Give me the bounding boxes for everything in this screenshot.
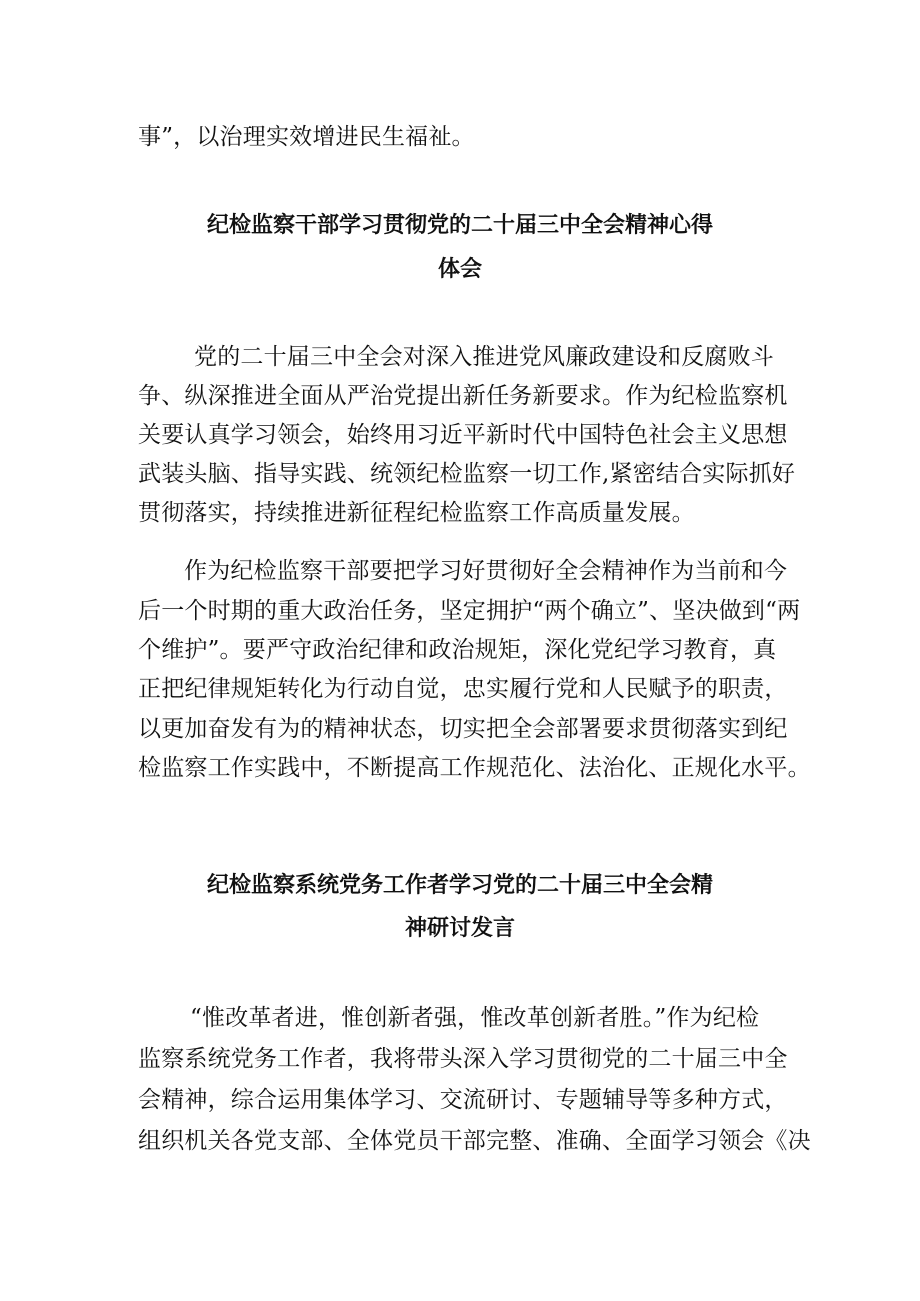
paragraph-line: 后一个时期的重大政治任务，坚定拥护“两个确立”、坚决做到“两 bbox=[138, 598, 801, 624]
paragraph-line: 正把纪律规矩转化为行动自觉，忠实履行党和人民赋予的职责， bbox=[138, 676, 788, 702]
section2-title-line2: 神研讨发言 bbox=[404, 916, 515, 941]
paragraph-line: 党的二十届三中全会对深入推进党风廉政建设和反腐败斗 bbox=[194, 344, 774, 370]
paragraph-line: 争、纵深推进全面从严治党提出新任务新要求。作为纪检监察机 bbox=[138, 383, 788, 409]
paragraph-line: 作为纪检监察干部要把学习好贯彻好全会精神作为当前和今 bbox=[184, 558, 788, 584]
paragraph-line: 关要认真学习领会，始终用习近平新时代中国特色社会主义思想 bbox=[138, 422, 788, 448]
section2-title-line1: 纪检监察系统党务工作者学习党的二十届三中全会精 bbox=[206, 873, 713, 898]
paragraph-line: 组织机关各党支部、全体党员干部完整、准确、全面学习领会《决 bbox=[138, 1128, 811, 1154]
paragraph-line: “惟改革者进，惟创新者强，惟改革创新者胜。”作为纪检 bbox=[190, 1005, 760, 1031]
paragraph-line: 武装头脑、指导实践、统领纪检监察一切工作,紧密结合实际抓好 bbox=[138, 461, 796, 487]
paragraph-line: 贯彻落实，持续推进新征程纪检监察工作高质量发展。 bbox=[138, 500, 695, 526]
paragraph-line: 个维护”。要严守政治纪律和政治规矩，深化党纪学习教育，真 bbox=[138, 637, 777, 663]
paragraph-line: 监察系统党务工作者，我将带头深入学习贯彻党的二十届三中全 bbox=[138, 1046, 788, 1072]
section1-title-line1: 纪检监察干部学习贯彻党的二十届三中全会精神心得 bbox=[206, 213, 713, 238]
section1-title-line2: 体会 bbox=[437, 257, 482, 282]
intro-line: 事”，以治理实效增进民生福祉。 bbox=[138, 124, 475, 150]
paragraph-line: 以更加奋发有为的精神状态，切实把全会部署要求贯彻落实到纪 bbox=[138, 716, 788, 742]
paragraph-line: 会精神，综合运用集体学习、交流研讨、专题辅导等多种方式， bbox=[138, 1087, 788, 1113]
paragraph-line: 检监察工作实践中，不断提高工作规范化、法治化、正规化水平。 bbox=[138, 755, 811, 781]
